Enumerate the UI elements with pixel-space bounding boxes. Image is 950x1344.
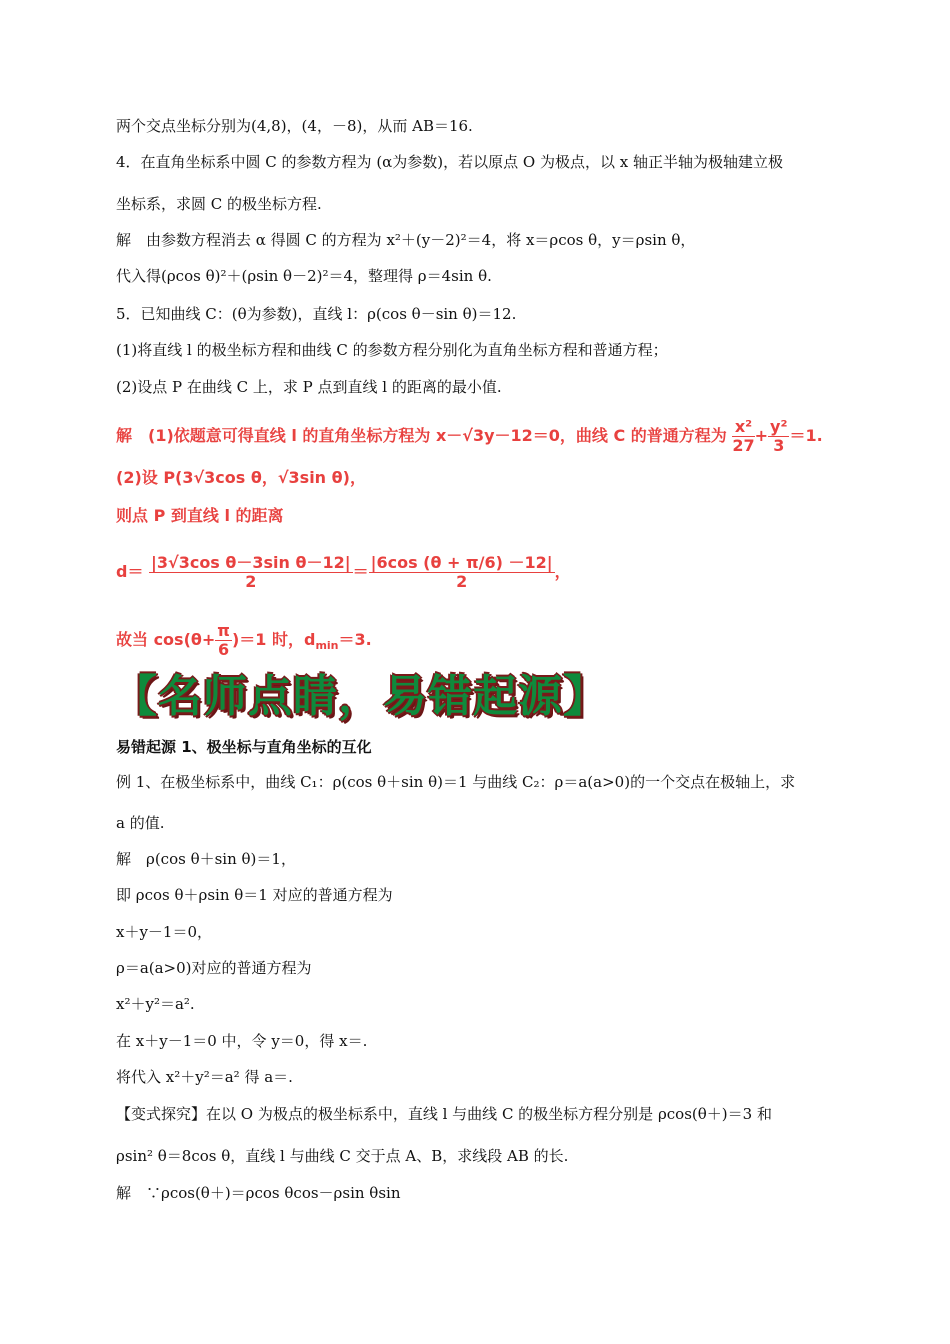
example-line: 例 1、在极坐标系中，曲线 C₁：ρ(cos θ＋sin θ)＝1 与曲线 C₂：ρ＝a(a>0)的一个交点在极轴上，求 xyxy=(116,773,796,791)
fraction-denominator: 2 xyxy=(456,572,468,591)
solution-text: )＝1 时，d xyxy=(231,630,316,649)
equals-sign: ＝ xyxy=(352,562,369,581)
solution-text: ＝1. xyxy=(789,426,823,445)
example-line: ρ＝a(a>0)对应的普通方程为 xyxy=(116,959,312,977)
text-line: 两个交点坐标分别为(4,8)，(4，－8)，从而 AB＝16. xyxy=(116,117,473,135)
solution-text: ＝3. xyxy=(338,630,372,649)
text-line: 代入得(ρcos θ)²＋(ρsin θ－2)²＝4，整理得 ρ＝4sin θ. xyxy=(116,267,492,285)
solution-line-4 xyxy=(116,554,571,591)
example-line: 将代入 x²＋y²＝a² 得 a＝. xyxy=(116,1068,293,1086)
fraction-denominator: 27 xyxy=(732,436,755,455)
solution-line-2: (2)设 P(3√3cos θ，√3sin θ)， xyxy=(116,468,366,487)
example-line: 在 x＋y－1＝0 中，令 y＝0，得 x＝. xyxy=(116,1032,368,1050)
example-line: 【变式探究】在以 O 为极点的极坐标系中，直线 l 与曲线 C 的极坐标方程分别是 ρcos(θ＋)＝3 和 xyxy=(116,1105,772,1123)
text-line: 4．在直角坐标系中圆 C 的参数方程为 (α为参数)，若以原点 O 为极点，以 x 轴正半轴为极轴建立极 xyxy=(116,153,783,171)
solution-text: ， xyxy=(554,562,571,581)
fraction-denominator: 6 xyxy=(218,640,230,659)
solution-line-5 xyxy=(116,622,372,659)
example-line: 即 ρcos θ＋ρsin θ＝1 对应的普通方程为 xyxy=(116,886,393,904)
example-line: 解 ∵ρcos(θ＋)＝ρcos θcos－ρsin θsin xyxy=(116,1184,401,1202)
fraction xyxy=(768,418,789,455)
example-line: a 的值. xyxy=(116,814,165,832)
section-heading: 易错起源 1、极坐标与直角坐标的互化 xyxy=(116,738,372,756)
text-line: 5．已知曲线 C：(θ为参数)，直线 l：ρ(cos θ－sin θ)＝12. xyxy=(116,305,517,323)
fraction-numerator: y² xyxy=(770,417,788,436)
example-line: x＋y－1＝0， xyxy=(116,923,213,941)
section-banner: 【名师点睛，易错起源】 xyxy=(113,671,608,722)
solution-line-1 xyxy=(116,418,823,455)
example-line: 解 ρ(cos θ＋sin θ)＝1， xyxy=(116,850,296,868)
fraction-numerator: π xyxy=(217,621,230,640)
fraction-numerator: |6cos (θ + π/6) －12| xyxy=(370,553,553,572)
solution-text: d＝ xyxy=(116,562,144,581)
example-line: ρsin² θ＝8cos θ，直线 l 与曲线 C 交于点 A、B，求线段 AB 的长. xyxy=(116,1147,569,1165)
text-line: 坐标系，求圆 C 的极坐标方程. xyxy=(116,195,322,213)
fraction-denominator: 2 xyxy=(245,572,257,591)
subscript: min xyxy=(315,639,339,653)
text-line: 解 由参数方程消去 α 得圆 C 的方程为 x²＋(y－2)²＝4，将 x＝ρcos θ，y＝ρsin θ， xyxy=(116,231,696,249)
fraction xyxy=(149,554,353,591)
fraction-numerator: |3√3cos θ－3sin θ－12| xyxy=(151,553,351,572)
solution-text: 解 (1)依题意可得直线 l 的直角坐标方程为 x－√3y－12＝0，曲线 C 的普通方程为 xyxy=(116,426,727,445)
fraction xyxy=(369,554,555,591)
fraction-denominator: 3 xyxy=(773,436,785,455)
solution-text: 故当 cos(θ+ xyxy=(116,630,216,649)
text-line: (2)设点 P 在曲线 C 上，求 P 点到直线 l 的距离的最小值. xyxy=(116,378,502,396)
fraction-numerator: x² xyxy=(732,418,754,437)
fraction xyxy=(732,418,754,455)
text-line: (1)将直线 l 的极坐标方程和曲线 C 的参数方程分别化为直角坐标方程和普通方程； xyxy=(116,341,668,359)
fraction xyxy=(215,622,232,659)
plus-sign: + xyxy=(754,426,769,445)
example-line: x²＋y²＝a². xyxy=(116,995,195,1013)
solution-line-3: 则点 P 到直线 l 的距离 xyxy=(116,506,284,525)
